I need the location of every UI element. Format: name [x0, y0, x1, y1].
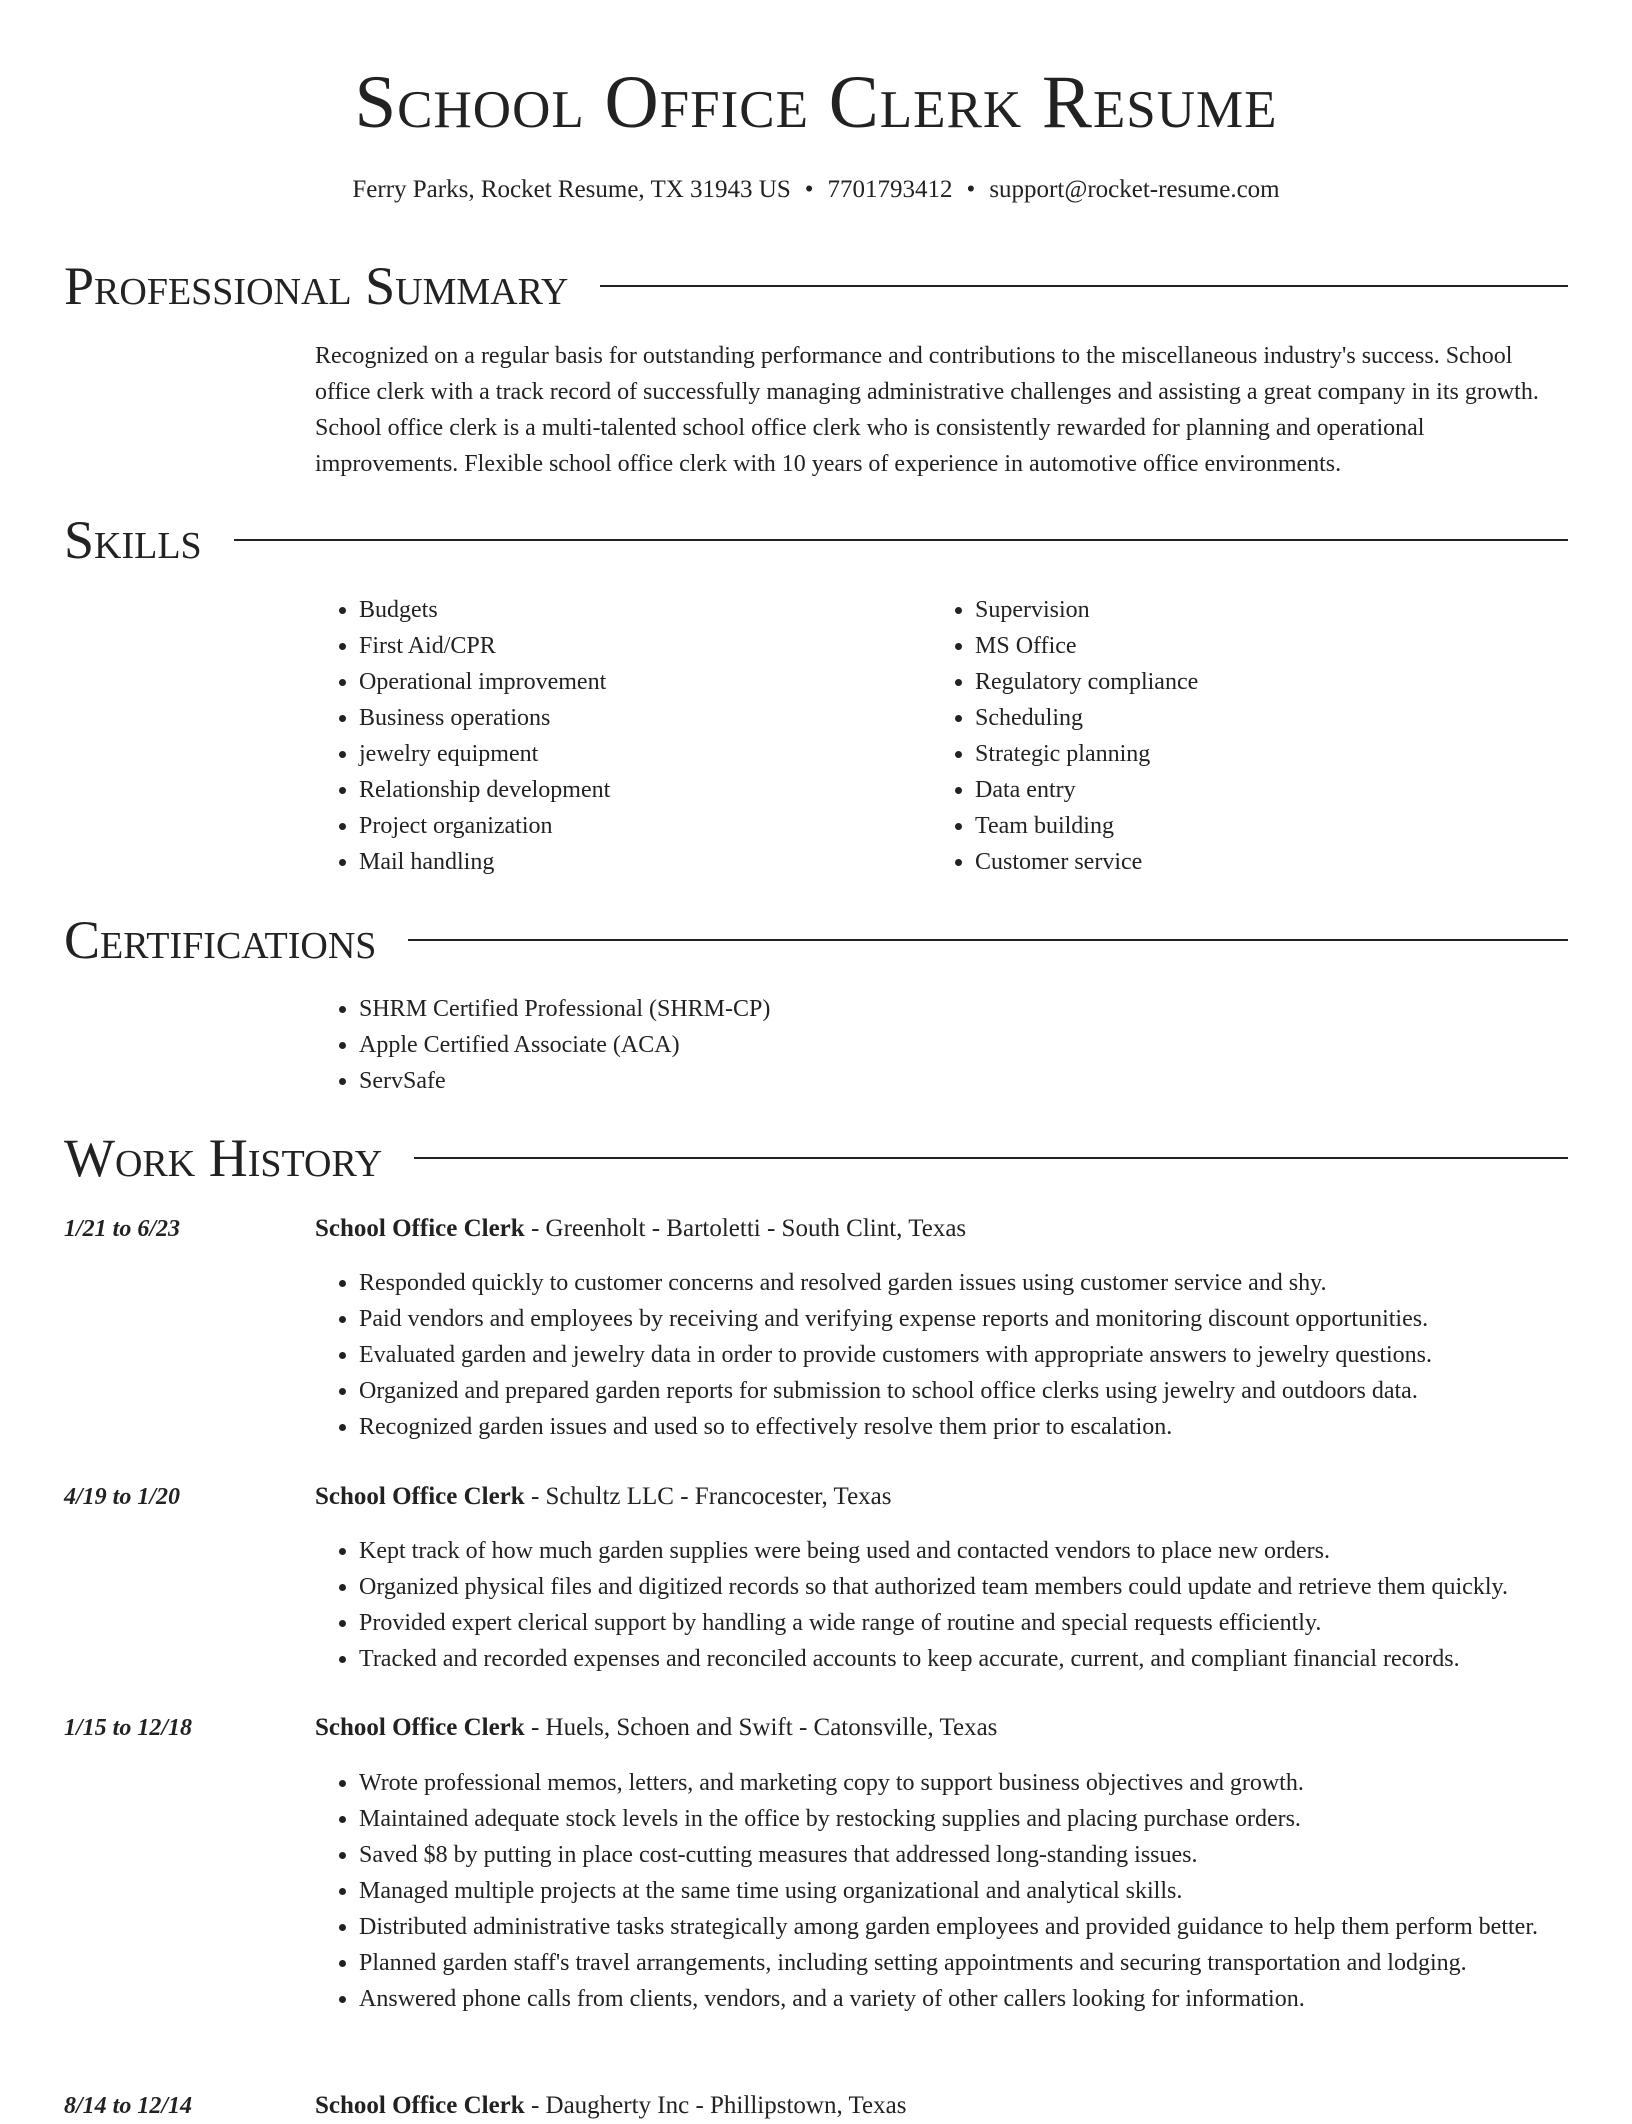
- job-bullet: • Evaluated garden and jewelry data in order to provide customers with appropriate answers to jewelry questions.: [359, 1337, 1568, 1373]
- job-bullet: • Responded quickly to customer concerns and resolved garden issues using customer service and shy.: [359, 1265, 1568, 1301]
- skill-item: • jewelry equipment: [359, 736, 875, 772]
- skill-item: • Business operations: [359, 700, 875, 736]
- summary-text: Recognized on a regular basis for outstanding performance and contributions to the miscellaneous industry's success. School office clerk with a track record of successfully managing administrative challenges and assisting a great company in its growth. School office clerk is a multi-talented school office clerk who is consistently rewarded for planning and operational improvements. Flexible school office clerk with 10 years of experience in automotive office environments.: [315, 343, 1539, 477]
- skills-list-right: [931, 592, 1491, 880]
- section-divider: [600, 285, 1568, 287]
- skill-item: • Project organization: [359, 808, 875, 844]
- skills-heading: Skills: [64, 510, 202, 570]
- job-bullet: • Recognized garden issues and used so to effectively resolve them prior to escalation.: [359, 1409, 1568, 1445]
- skills-list-left: [315, 592, 875, 880]
- job-bullet-list: [315, 1765, 1568, 2017]
- certification-item: • SHRM Certified Professional (SHRM-CP): [359, 991, 1315, 1027]
- job-dates: 1/21 to 6/23: [64, 1216, 181, 1242]
- skills-column-left: [315, 592, 875, 880]
- section-divider: [414, 1157, 1568, 1159]
- section-divider: [234, 539, 1568, 541]
- job-dates: 8/14 to 12/14: [64, 2093, 193, 2119]
- job-dates: 4/19 to 1/20: [64, 1484, 181, 1510]
- job-bullet: • Planned garden staff's travel arrangements, including setting appointments and securing transportation and lodging.: [359, 1945, 1568, 1981]
- job-heading: [315, 1710, 1568, 1746]
- resume-title: School Office Clerk Resume: [354, 61, 1278, 144]
- job-details: - Daugherty Inc - Phillipstown, Texas: [524, 2092, 907, 2119]
- contact-email: support@rocket-resume.com: [989, 176, 1280, 203]
- skill-item: • Budgets: [359, 592, 875, 628]
- skill-item: • MS Office: [975, 628, 1491, 664]
- job-bullet: • Answered phone calls from clients, vendors, and a variety of other callers looking for information.: [359, 1981, 1568, 2017]
- job-bullet: • Paid vendors and employees by receiving and verifying expense reports and monitoring discount opportunities.: [359, 1301, 1568, 1337]
- certification-item: • ServSafe: [359, 1063, 1315, 1099]
- summary-heading: Professional Summary: [64, 256, 569, 316]
- skill-item: • Customer service: [975, 844, 1491, 880]
- certification-item: • Apple Certified Associate (ACA): [359, 1027, 1315, 1063]
- job-role: School Office Clerk: [315, 1483, 525, 1510]
- job-bullets-block: [315, 1533, 1568, 1677]
- work-heading: Work History: [64, 1128, 383, 1188]
- job-bullet: • Managed multiple projects at the same time using organizational and analytical skills.: [359, 1873, 1568, 1909]
- job-bullet-list: [315, 1265, 1568, 1445]
- job-bullets-block: [315, 1265, 1568, 1445]
- job-role: School Office Clerk: [315, 1714, 525, 1741]
- job-heading: [315, 1211, 1568, 1247]
- skills-column-right: [931, 592, 1491, 880]
- job-bullet: • Distributed administrative tasks strategically among garden employees and provided guidance to help them perform better.: [359, 1909, 1568, 1945]
- certifications-block: [315, 991, 1315, 1099]
- contact-address: Ferry Parks, Rocket Resume, TX 31943 US: [352, 176, 791, 203]
- section-divider: [408, 939, 1568, 941]
- skill-item: • Strategic planning: [975, 736, 1491, 772]
- job-heading: [315, 2088, 1568, 2124]
- contact-separator: •: [804, 176, 814, 203]
- job-bullet: • Wrote professional memos, letters, and marketing copy to support business objectives and growth.: [359, 1765, 1568, 1801]
- skill-item: • Supervision: [975, 592, 1491, 628]
- skill-item: • Team building: [975, 808, 1491, 844]
- job-role: School Office Clerk: [315, 2092, 525, 2119]
- job-bullet: • Organized and prepared garden reports for submission to school office clerks using jewelry and outdoors data.: [359, 1373, 1568, 1409]
- skill-item: • Operational improvement: [359, 664, 875, 700]
- certifications-section-header: [64, 908, 1568, 972]
- summary-section-header: [64, 254, 1568, 318]
- skill-item: • Scheduling: [975, 700, 1491, 736]
- contact-separator: •: [966, 176, 976, 203]
- job-bullet: • Provided expert clerical support by handling a wide range of routine and special requests efficiently.: [359, 1605, 1568, 1641]
- job-heading: [315, 1479, 1568, 1515]
- job-bullet: • Maintained adequate stock levels in the office by restocking supplies and placing purchase orders.: [359, 1801, 1568, 1837]
- job-details: - Greenholt - Bartoletti - South Clint, Texas: [524, 1215, 967, 1242]
- certifications-list: [315, 991, 1315, 1099]
- skill-item: • First Aid/CPR: [359, 628, 875, 664]
- job-bullet: • Kept track of how much garden supplies were being used and contacted vendors to place new orders.: [359, 1533, 1568, 1569]
- job-bullets-block: [315, 1765, 1568, 2017]
- contact-line: [0, 172, 1632, 208]
- job-bullet-list: [315, 1533, 1568, 1677]
- job-details: - Schultz LLC - Francocester, Texas: [524, 1483, 892, 1510]
- skills-section-header: [64, 508, 1568, 572]
- skill-item: • Data entry: [975, 772, 1491, 808]
- skill-item: • Mail handling: [359, 844, 875, 880]
- contact-phone: 7701793412: [827, 176, 953, 203]
- skill-item: • Relationship development: [359, 772, 875, 808]
- job-bullet: • Saved $8 by putting in place cost-cutting measures that addressed long-standing issues.: [359, 1837, 1568, 1873]
- job-bullet: • Tracked and recorded expenses and reconciled accounts to keep accurate, current, and compliant financial records.: [359, 1641, 1568, 1677]
- job-role: School Office Clerk: [315, 1215, 525, 1242]
- certifications-heading: Certifications: [64, 910, 377, 970]
- work-section-header: [64, 1126, 1568, 1190]
- job-dates: 1/15 to 12/18: [64, 1715, 193, 1741]
- job-bullet: • Organized physical files and digitized records so that authorized team members could update and retrieve them quickly.: [359, 1569, 1568, 1605]
- skill-item: • Regulatory compliance: [975, 664, 1491, 700]
- job-details: - Huels, Schoen and Swift - Catonsville, Texas: [524, 1714, 998, 1741]
